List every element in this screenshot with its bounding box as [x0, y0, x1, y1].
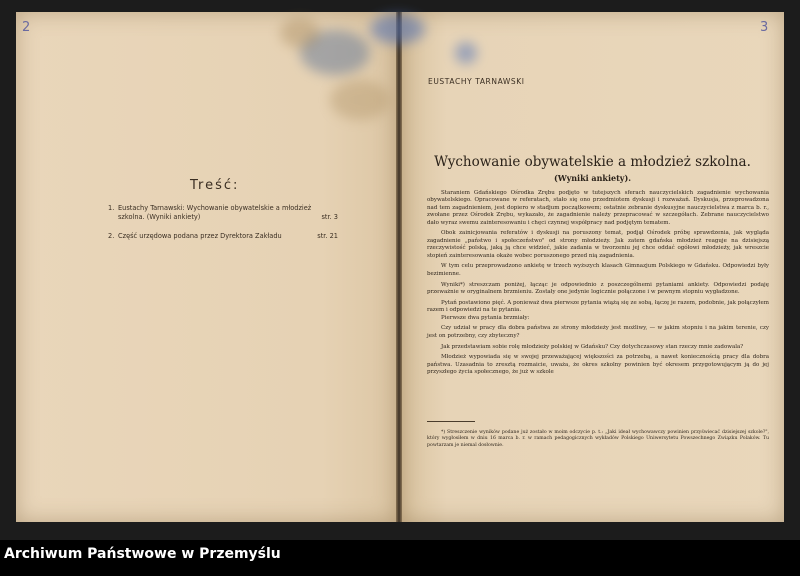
stain-mark: [455, 42, 477, 64]
article-paragraph: Jak przedstawiam sobie rolę młodzieży polskiej w Gdańsku? Czy dotychczasowy stan rzeczy mnie zadowala?: [441, 343, 744, 350]
toc-entry: [108, 204, 338, 222]
right-page-number: 3: [760, 20, 769, 35]
archive-caption: Archiwum Państwowe w Przemyślu: [4, 546, 281, 562]
left-page-number: 2: [22, 20, 31, 35]
toc-entry-page: str. 3: [321, 213, 338, 221]
article-title: Wychowanie obywatelskie a młodzież szkolna.: [434, 154, 751, 170]
toc-entry-page: str. 21: [317, 232, 338, 240]
table-of-contents: [108, 204, 338, 251]
toc-entry-number: 1.: [108, 204, 115, 212]
article-body: [427, 190, 769, 380]
footnote-divider: [427, 421, 475, 422]
article-paragraph: Młodzież wypowiada się w swojej przeważającej większości za potrzebą, a nawet koniecznością pracy dla dobra państwa. Uzasadnia to zresztą rozmaicie, uważa, że okres szkolny powinien być okresem przygotowującym ją do jej przyszłego życia społecznego, że już w szkole: [427, 354, 769, 376]
article-paragraph: Czy udział w pracy dla dobra państwa ze strony młodzieży jest możliwy, — w jakim stopniu i na jakim terenie, czy jest on potrzebny, czy zbyteczny?: [427, 325, 769, 339]
toc-entry-number: 2.: [108, 232, 115, 240]
toc-entry-text: Eustachy Tarnawski: Wychowanie obywatelskie a młodzież szkolna. (Wyniki ankiety): [118, 204, 312, 221]
toc-title: Treść:: [190, 178, 240, 193]
footnote: [427, 430, 769, 449]
stain-mark: [370, 14, 425, 44]
article-subtitle: (Wyniki ankiety).: [553, 173, 632, 183]
article-paragraph: Wyniki*) streszczam poniżej, łącząc je odpowiednio z poszczególnemi pytaniami ankiety. Odpowiedzi podaję przeważnie w oryginalnem brzmieniu. Zostały one jedynie logicznie połączone i w pewnym stopniu wygładzone.: [427, 281, 769, 296]
toc-entry-text: Część urzędowa podana przez Dyrektora Zakładu: [118, 232, 282, 240]
article-paragraph: Pierwsze dwa pytania brzmiały:: [441, 314, 530, 321]
article-paragraph: Pytań postawiono pięć. A ponieważ dwa pierwsze pytania wiążą się ze sobą, łączę je razem, podobnie, jak połączyłem razem i odpowiedzi na te pytania.: [427, 299, 769, 314]
article-paragraph: Obok zainicjowania referatów i dyskusji na poruszony temat, podjął Ośrodek próbę sprawdzenia, jak wygląda zagadnienie „państwo i społeczeństwo" od strony młodzieży. Jak zatem gdańska młodzież reaguje na dzisiejszą rzeczywistość polską, jaką ją chce widzieć, jakie zadania w tworzeniu jej chce oddać ogółowi młodzieży, jak wreszcie stopień zainteresowania okaże wobec poruszonego przed nią zagadnienia.: [427, 230, 769, 259]
article-paragraph: Staraniem Gdańskiego Ośrodka Zrębu podjęto w tutejszych sferach nauczycielskich zagadnienie wychowania obywatelskiego. Opracowane w referatach, stało się ono przedmiotem dyskusji i rozważań. Dyskusja, przeprowadzona nad tem zagadnieniem, jest dopiero w stadjum początkowem; ostatnie zebranie dyskusyjne nauczycielstwa z marca b. r., zwołane przez Ośrodek Zrębu, wykazało, że zagadnienie należy przepracować w szczegółach. Zebrane nauczycielstwo dało wyraz swemu zainteresowaniu i chęci czynnej współpracy nad podjętym tematem.: [427, 190, 769, 226]
toc-entry: [108, 232, 338, 241]
book-spine: [396, 12, 402, 522]
article-author: EUSTACHY TARNAWSKI: [428, 77, 525, 86]
stain-mark: [280, 18, 320, 48]
stain-mark: [330, 80, 390, 120]
footnote-text: *) Streszczenie wyników podane już zostało w moim odczycie p. t.: „Jaki ideał wychowawczy powinien przyświecać dzisiejszej szkole?", który wygłosiłem w dniu 16 marca b. r. w ramach pedagogicznych wykładów Polskiego Uniwersytetu Powszechnego Związku Polaków. Tu powtarzam je niemal dosłownie.: [427, 430, 769, 448]
article-paragraph: W tym celu przeprowadzono ankietę w trzech wyższych klasach Gimnazjum Polskiego w Gdańsku. Odpowiedzi były bezimienne.: [427, 263, 769, 277]
